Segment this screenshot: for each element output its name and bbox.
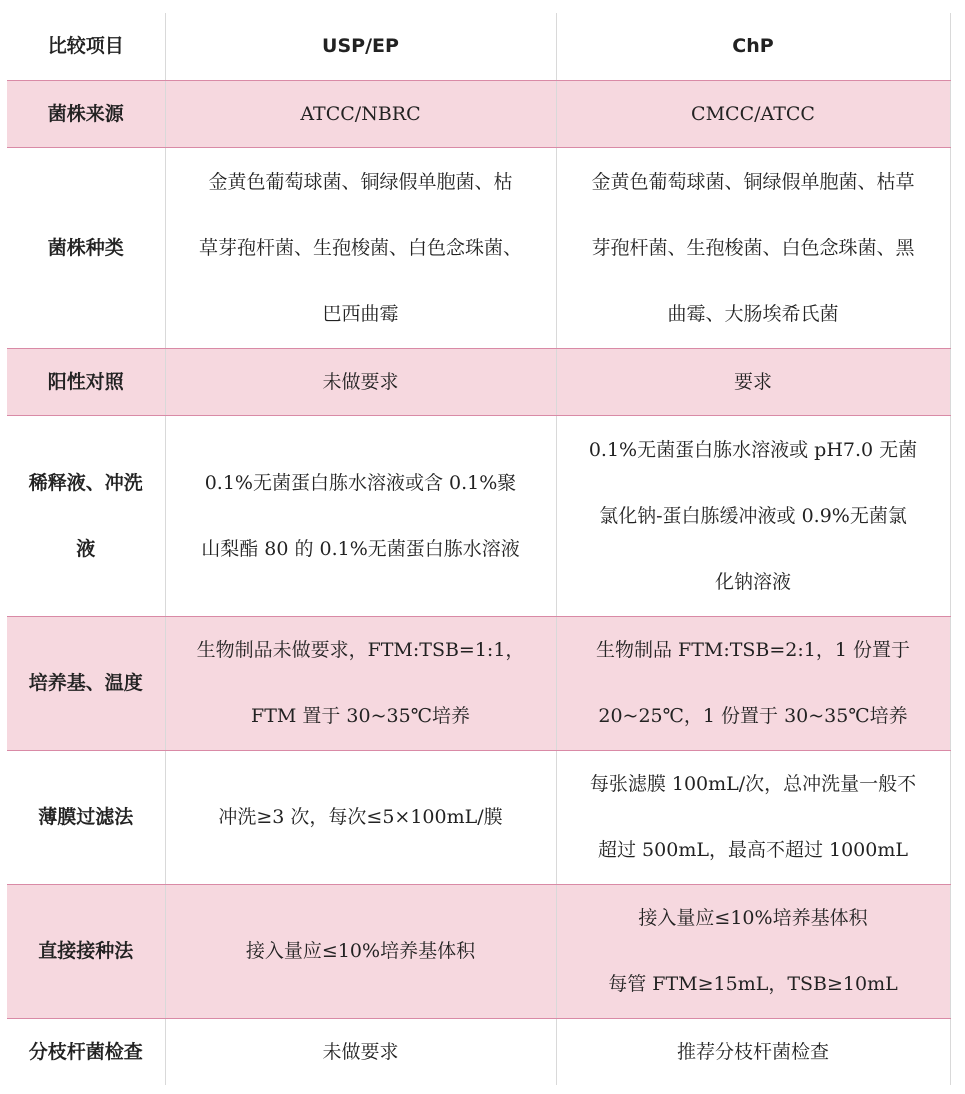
cell-line: 接入量应≤10%培养基体积 [638, 907, 868, 929]
table-row [7, 80, 950, 147]
usp-ep-cell [165, 616, 556, 750]
table-row [7, 616, 950, 750]
table-row [7, 750, 950, 884]
cell-line: FTM 置于 30~35℃培养 [251, 705, 470, 727]
cell-line: 草芽孢杆菌、生孢梭菌、白色念珠菌、 [198, 236, 522, 259]
cell-line: 生物制品未做要求，FTM:TSB=1:1， [196, 639, 525, 661]
row-label-line: 稀释液、冲洗 [28, 471, 143, 494]
row-label: 直接接种法 [7, 884, 165, 1018]
chp-cell [556, 1018, 950, 1085]
header-item: 比较项目 [7, 13, 165, 80]
chp-cell [556, 348, 950, 415]
cell-line: 接入量应≤10%培养基体积 [245, 940, 476, 962]
row-label: 薄膜过滤法 [7, 750, 165, 884]
chp-cell [556, 884, 950, 1018]
row-label: 阳性对照 [7, 348, 165, 415]
row-label: 培养基、温度 [7, 616, 165, 750]
cell-line: 山梨酯 80 的 0.1%无菌蛋白胨水溶液 [201, 537, 520, 560]
chp-cell [556, 80, 950, 147]
usp-ep-cell [165, 1018, 556, 1085]
row-label: 分枝杆菌检查 [7, 1018, 165, 1085]
cell-line: 要求 [733, 370, 772, 393]
cell-line: 超过 500mL，最高不超过 1000mL [598, 839, 908, 861]
table-row [7, 1018, 950, 1085]
cell-line: 冲洗≥3 次，每次≤5×100mL/膜 [218, 806, 503, 828]
cell-line: 0.1%无菌蛋白胨水溶液或含 0.1%聚 [204, 471, 517, 494]
header-row [7, 13, 950, 80]
row-label: 菌株来源 [7, 80, 165, 147]
cell-line: 巴西曲霉 [322, 302, 399, 325]
cell-line: 0.1%无菌蛋白胨水溶液或 pH7.0 无菌 [588, 438, 918, 461]
cell-line: 金黄色葡萄球菌、铜绿假单胞菌、枯草 [591, 170, 915, 193]
cell-line: 未做要求 [322, 1040, 399, 1063]
chp-cell [556, 750, 950, 884]
usp-ep-cell [165, 415, 556, 616]
usp-ep-cell [165, 348, 556, 415]
cell-line: 化钠溶液 [714, 570, 791, 593]
comparison-table [7, 13, 951, 1085]
table-row [7, 884, 950, 1018]
usp-ep-cell [165, 750, 556, 884]
cell-line: 未做要求 [322, 370, 399, 393]
cell-line: 金黄色葡萄球菌、铜绿假单胞菌、枯 [208, 170, 513, 193]
table-row [7, 147, 950, 348]
table-row [7, 348, 950, 415]
cell-line: 推荐分枝杆菌检查 [676, 1040, 829, 1063]
usp-ep-cell [165, 147, 556, 348]
header-usp-ep: USP/EP [165, 13, 556, 80]
cell-line: 每管 FTM≥15mL，TSB≥10mL [608, 973, 898, 995]
chp-cell [556, 415, 950, 616]
cell-line: 氯化钠-蛋白胨缓冲液或 0.9%无菌氯 [599, 504, 907, 527]
row-label [7, 415, 165, 616]
cell-line: 每张滤膜 100mL/次，总冲洗量一般不 [589, 773, 917, 795]
cell-line: CMCC/ATCC [691, 102, 815, 125]
cell-line: 20~25℃，1 份置于 30~35℃培养 [598, 705, 908, 727]
chp-cell [556, 147, 950, 348]
cell-line: 生物制品 FTM:TSB=2:1，1 份置于 [595, 639, 911, 661]
cell-line: ATCC/NBRC [300, 102, 421, 125]
usp-ep-cell [165, 884, 556, 1018]
row-label: 菌株种类 [7, 147, 165, 348]
cell-line: 芽孢杆菌、生孢梭菌、白色念珠菌、黑 [591, 236, 915, 259]
table-row [7, 415, 950, 616]
cell-line: 曲霉、大肠埃希氏菌 [667, 302, 839, 325]
chp-cell [556, 616, 950, 750]
header-chp: ChP [556, 13, 950, 80]
row-label-line: 液 [76, 537, 96, 560]
usp-ep-cell [165, 80, 556, 147]
